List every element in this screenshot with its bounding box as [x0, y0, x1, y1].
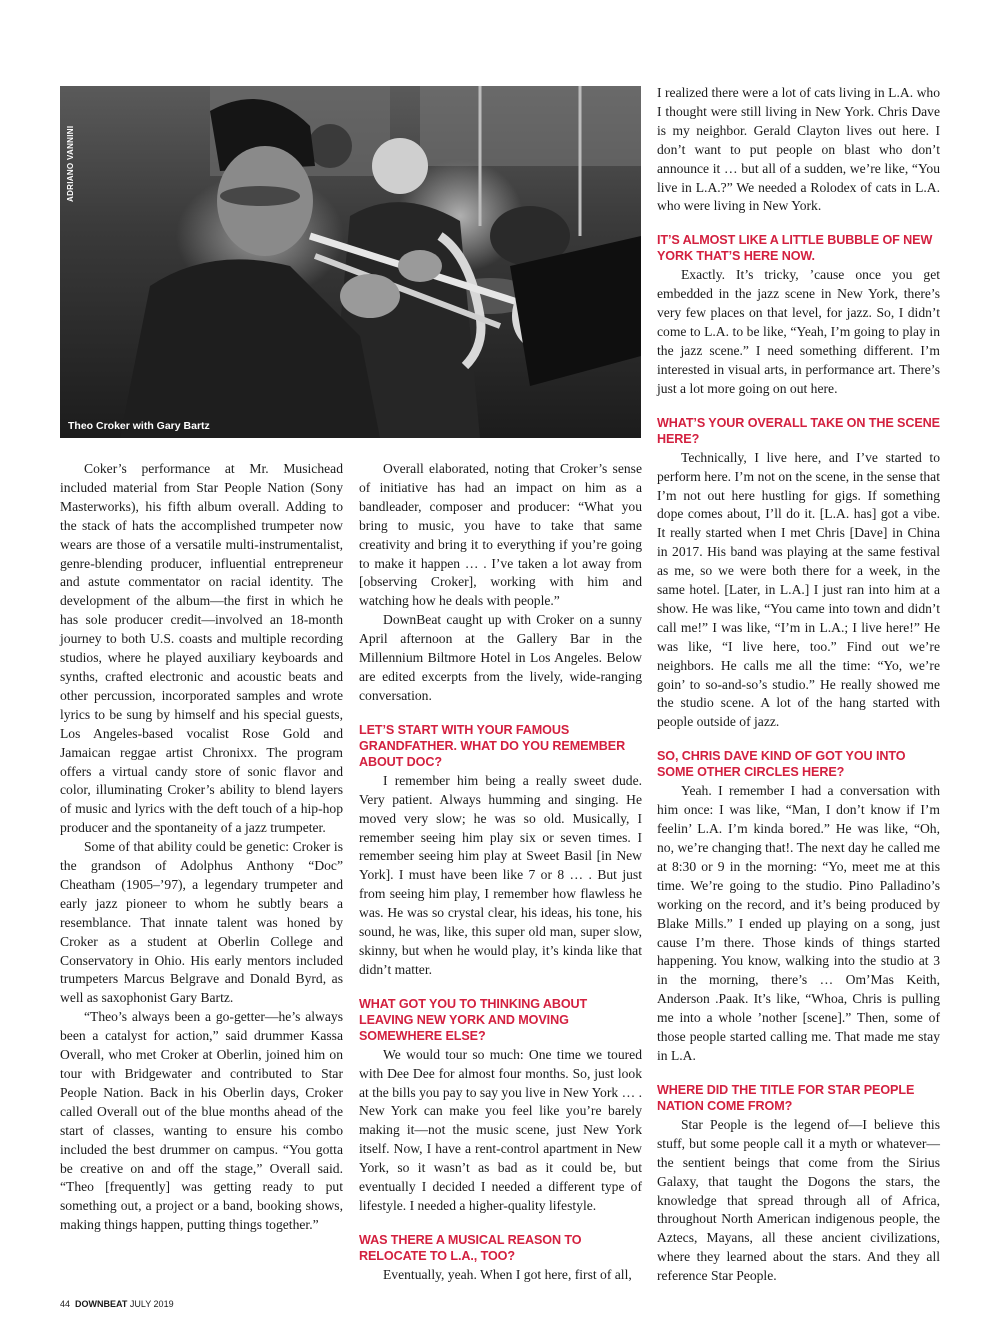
- article-paragraph: “Theo’s always been a go-getter—he’s always been a catalyst for action,” said drummer Kassa Overall, who met Croker at Oberlin, joined him on tour with Bridgewater and contributed to Star People Nation. Back in his Oberlin days, Croker called Overall out of the blue months ahead of the start of classes, wanting to ensure his combo included the best drummer on campus. “You gotta be creative on and off the stage,” Overall said. “Theo [frequently] was getting ready to put something out, a project or a band, booking shows, making things happen, putting things together.”: [60, 1009, 343, 1233]
- article-paragraph: I realized there were a lot of cats living in L.A. who I thought were still living in New York. Chris Dave is my neighbor. Gerald Clayton lives out here. I don’t want to put people on blast who don’t announce it … but all of a sudden, we’re like, “You live in L.A.?” We needed a Rolodex of cats in L.A. who were living in New York.: [657, 85, 940, 214]
- article-paragraph: Exactly. It’s tricky, ’cause once you get embedded in the jazz scene in New York, there’s very few places on that level, for jazz. So, I didn’t come to L.A. to be like, “Yeah, I’m going to play in the jazz scene.” I need something different. I’m interested in visual arts, in performance art. There’s just a lot more going on out here.: [657, 267, 940, 396]
- article-paragraph: Some of that ability could be genetic: Croker is the grandson of Adolphus Anthony “Doc” Cheatham (1905–’97), a legendary trumpeter and early jazz pioneer to whom he subtly bears a resemblance. That innate talent was honed by Croker as a student at Oberlin College and Conservatory in Ohio. His early mentors included trumpeters Marcus Belgrave and Donald Byrd, as well as saxophonist Gary Bartz.: [60, 839, 343, 1006]
- article-paragraph: Overall elaborated, noting that Croker’s sense of initiative has had an impact on him as a bandleader, composer and producer: “What you bring to music, you have to take that same creativity and bring it to everything if you’re going to make it happen … . I’ve taken a lot away from [observing Croker], working with him and watching how he deals with people.”: [359, 461, 642, 609]
- section-heading: LET’S START WITH YOUR FAMOUS GRANDFATHER. WHAT DO YOU REMEMBER ABOUT DOC?: [359, 722, 626, 769]
- section-heading: WAS THERE A MUSICAL REASON TO RELOCATE TO L.A., TOO?: [359, 1232, 582, 1263]
- photo-credit: ADRIANO VANNINI: [66, 125, 75, 202]
- photo-illustration: [60, 86, 641, 438]
- article-column-1: [60, 460, 343, 1235]
- article-column-3: [657, 84, 940, 1286]
- photo-caption: Theo Croker with Gary Bartz: [68, 420, 210, 432]
- issue-date: JULY 2019: [129, 1299, 174, 1309]
- article-paragraph: DownBeat caught up with Croker on a sunny April afternoon at the Gallery Bar in the Millennium Biltmore Hotel in Los Angeles. Below are edited excerpts from the lively, wide-ranging conversation.: [359, 612, 642, 703]
- magazine-name: DOWNBEAT: [75, 1299, 128, 1309]
- article-paragraph: Yeah. I remember I had a conversation with him once: I was like, “Man, I don’t know if I’m feelin’ L.A. I’m kinda bored.” He was like, “Oh, no, we’re changing that!. The next day he called me at 8:30 or 9 in the morning: “Yo, meet me at this time. We’re going to the studio. Pino Palladino’s working on the record, and it’s being produced by Blake Mills.” I ended up playing on a song, just cause I’m there. Those kinds of things started happening. You know, walking into the studio at 3 in the morning, there’s … Om’Mas Keith, Anderson .Paak. It’s like, “Whoa, Chris is pulling me into a whole ’nother [scene].” Then, some of those people started calling me. That made me stay in L.A.: [657, 783, 940, 1063]
- featured-photo: [60, 86, 641, 438]
- article-paragraph: I remember him being a really sweet dude. Very patient. Always humming and singing. He moved very slow; he was so old. Musically, I remember seeing him play six or seven times. I remember seeing him play at Sweet Basil [in New York]. I must have been like 7 or 8 … . But just from seeing him play, I remember how flawless he was. He was so crystal clear, his ideas, his tone, his sound, he was, like, this super old man, super slow, skinny, but when he would play, it’s kinda like that didn’t matter.: [359, 772, 642, 977]
- page-footer: [60, 1299, 174, 1309]
- article-paragraph: Eventually, yeah. When I got here, first of all,: [383, 1266, 632, 1282]
- section-heading: WHAT’S YOUR OVERALL TAKE ON THE SCENE HERE?: [657, 415, 940, 446]
- section-heading: IT’S ALMOST LIKE A LITTLE BUBBLE OF NEW YORK THAT’S HERE NOW.: [657, 233, 933, 264]
- section-heading: SO, CHRIS DAVE KIND OF GOT YOU INTO SOME OTHER CIRCLES HERE?: [657, 749, 906, 780]
- section-heading: WHAT GOT YOU TO THINKING ABOUT LEAVING NEW YORK AND MOVING SOMEWHERE ELSE?: [359, 996, 588, 1043]
- article-paragraph: Star People is the legend of—I believe this stuff, but some people call it a myth or whatever—the sentient beings that come from the Sirius Galaxy, that taught the Dogons the stars, the knowledge that spread through all of Africa, throughout North American indigenous people, the Aztecs, Mayans, all these ancient civilizations, where they learned about the stars. And they all reference Star People.: [657, 1116, 940, 1284]
- page-number: 44: [60, 1299, 71, 1309]
- section-heading: WHERE DID THE TITLE FOR STAR PEOPLE NATION COME FROM?: [657, 1082, 915, 1113]
- article-column-2: [359, 460, 642, 1285]
- article-paragraph: Technically, I live here, and I’ve started to perform here. I’m not on the scene, in the sense that I’m not out here hustling for gigs. If something dope comes about, I’ll do it. [L.A. has] got a vibe. It really started when I met Chris [Dave] in China in 2017. His band was playing at the same festival as me, so we were both there for a week, in the same hotel. [Later, in L.A.] I just ran into him at a show. He was like, “You came into town and didn’t call me!” I was like, “I’m in L.A.; I live here!” He was like, “I live here, too.” Find out we’re neighbors. He calls me all the time: “Yo, we’re goin’ to so-and-so’s studio.” He really showed me the studio scene. A lot of the hang started with people outside of jazz.: [657, 449, 940, 730]
- article-paragraph: Coker’s performance at Mr. Musichead included material from Star People Nation (Sony Masterworks), his fifth album overall. Adding to the stack of hats the accomplished trumpeter now wears are those of a versatile multi-instrumentalist, genre-blending producer, influential entrepreneur and astute commentator on racial identity. The development of the album—the first in which he has sole producer credit—involved an 18-month journey to both U.S. coasts and multiple recording studios, where he played auxiliary keyboards and synths, crafted electronic and acoustic beats and other percussion, incorporated samples and wrote lyrics to be sung by himself and his special guests, Los Angeles-based vocalist Rose Gold and Jamaican reggae artist Chronixx. The program offers a virtual candy store of sonic flavor and color, illuminating Croker’s ability to blend layers of music and lyrics with the deft touch of a hip-hop producer and the spontaneity of a jazz trumpeter.: [60, 461, 343, 836]
- article-paragraph: We would tour so much: One time we toured with Dee Dee for almost four months. So, just look at the bills you pay to say you live in New York … . New York can make you feel like you’re barely making it—not the music scene, just New York itself. Now, I have a rent-control apartment in New York, so it wasn’t as bad as it could be, but eventually I decided I needed a different type of lifestyle. I needed a higher-quality lifestyle.: [359, 1046, 642, 1213]
